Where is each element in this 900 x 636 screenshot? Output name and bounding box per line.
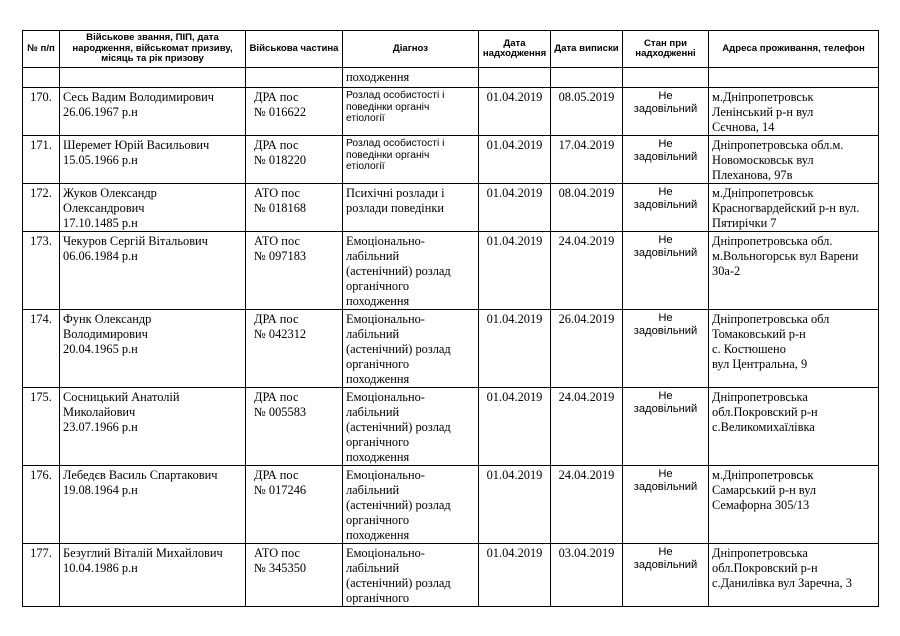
- name-line: 17.10.1485 р.н: [63, 216, 138, 230]
- name-line: Лебедєв Василь Спартакович: [63, 468, 218, 482]
- cell-address: [709, 544, 879, 607]
- name-line: Шеремет Юрій Васильович: [63, 138, 210, 152]
- name-line: Чекуров Сергій Вітальович: [63, 234, 208, 248]
- state-line: задовільний: [633, 247, 698, 259]
- cell-date-in: 01.04.2019: [479, 310, 551, 388]
- address-line: м.Дніпропетровськ: [712, 186, 814, 200]
- cell-diagnosis: [343, 388, 479, 466]
- diagnosis-line: Емоціонально-: [346, 468, 425, 482]
- address-line: м.Дніпропетровськ: [712, 90, 814, 104]
- table-row: [23, 310, 879, 388]
- cell-date-out: 03.04.2019: [551, 544, 623, 607]
- cell-empty: [709, 68, 879, 88]
- unit-line: ДРА пос: [254, 390, 299, 404]
- diagnosis-line: органічного: [346, 591, 410, 605]
- address-line: Дніпропетровська обл.: [712, 234, 833, 248]
- cell-date-in: 01.04.2019: [479, 184, 551, 232]
- address-line: м.Дніпропетровськ: [712, 468, 814, 482]
- cell-state: [623, 310, 709, 388]
- diagnosis-line: (астенічний) розлад: [346, 420, 451, 434]
- cell-row-number: 177.: [23, 544, 60, 607]
- cell-row-number: 176.: [23, 466, 60, 544]
- address-line: Ленінський р-н вул: [712, 105, 814, 119]
- cell-diagnosis: [343, 544, 479, 607]
- cell-military-unit: [246, 310, 343, 388]
- name-line: Функ Олександр: [63, 312, 152, 326]
- cell-diagnosis: [343, 136, 479, 184]
- name-line: 23.07.1966 р.н: [63, 420, 138, 434]
- cell-diagnosis: [343, 232, 479, 310]
- name-line: 19.08.1964 р.н: [63, 483, 138, 497]
- diagnosis-line: лабільний: [346, 483, 400, 497]
- header-date-in: Дата надходження: [479, 31, 551, 68]
- diagnosis-line: (астенічний) розлад: [346, 498, 451, 512]
- state-line: Не: [658, 546, 673, 558]
- cell-name: [60, 136, 246, 184]
- state-line: Не: [658, 312, 673, 324]
- diagnosis-line: лабільний: [346, 405, 400, 419]
- cell-military-unit: [246, 466, 343, 544]
- diagnosis-line: Емоціонально-: [346, 234, 425, 248]
- unit-line: АТО пос: [254, 234, 300, 248]
- cell-date-out: 26.04.2019: [551, 310, 623, 388]
- diagnosis-line: Емоціонально-: [346, 390, 425, 404]
- address-line: с.Великомихаїлівка: [712, 420, 815, 434]
- unit-line: ДРА пос: [254, 312, 299, 326]
- cell-military-unit: [246, 136, 343, 184]
- address-line: Дніпропетровська обл: [712, 312, 830, 326]
- table-row: [23, 136, 879, 184]
- diagnosis-line: органічного: [346, 357, 410, 371]
- address-line: 30а-2: [712, 264, 741, 278]
- cell-diagnosis: [343, 466, 479, 544]
- header-date-out: Дата виписки: [551, 31, 623, 68]
- address-line: Томаковський р-н: [712, 327, 806, 341]
- table-row: [23, 466, 879, 544]
- unit-line: АТО пос: [254, 546, 300, 560]
- address-line: Новомосковськ вул: [712, 153, 814, 167]
- diagnosis-line: Психічні розлади і: [346, 186, 445, 200]
- state-line: Не: [658, 468, 673, 480]
- continuation-row: [23, 68, 879, 88]
- state-line: Не: [658, 234, 673, 246]
- unit-line: № 016622: [254, 105, 307, 119]
- diagnosis-line: лабільний: [346, 249, 400, 263]
- name-line: Жуков Олександр: [63, 186, 157, 200]
- unit-line: № 097183: [254, 249, 307, 263]
- diagnosis-line: Розлад особистості і: [346, 90, 445, 101]
- address-line: обл.Покровский р-н: [712, 405, 818, 419]
- cell-date-out: 24.04.2019: [551, 388, 623, 466]
- unit-line: № 018168: [254, 201, 307, 215]
- address-line: Дніпропетровська: [712, 546, 808, 560]
- cell-name: [60, 544, 246, 607]
- address-line: Дніпропетровська обл.м.: [712, 138, 844, 152]
- cell-diagnosis-continuation: походження: [343, 68, 479, 88]
- cell-state: [623, 466, 709, 544]
- cell-row-number: 170.: [23, 88, 60, 136]
- diagnosis-line: розлади поведінки: [346, 201, 444, 215]
- diagnosis-line: походження: [346, 294, 410, 308]
- address-line: Самарський р-н вул: [712, 483, 817, 497]
- unit-line: № 005583: [254, 405, 307, 419]
- cell-name: [60, 184, 246, 232]
- header-num: № п/п: [23, 31, 60, 68]
- cell-address: [709, 466, 879, 544]
- state-line: Не: [658, 90, 673, 102]
- unit-line: № 018220: [254, 153, 307, 167]
- cell-empty: [60, 68, 246, 88]
- cell-date-in: 01.04.2019: [479, 232, 551, 310]
- diagnosis-line: органічного: [346, 279, 410, 293]
- header-address: Адреса проживання, телефон: [709, 31, 879, 68]
- cell-address: [709, 184, 879, 232]
- unit-line: № 017246: [254, 483, 307, 497]
- diagnosis-line: поведінки органіч: [346, 101, 430, 113]
- cell-address: [709, 388, 879, 466]
- address-line: Семафорна 305/13: [712, 498, 810, 512]
- unit-line: ДРА пос: [254, 138, 299, 152]
- name-line: Безуглий Віталій Михайлович: [63, 546, 223, 560]
- cell-empty: [623, 68, 709, 88]
- diagnosis-line: походження: [346, 372, 410, 386]
- name-line: Сосницький Анатолій: [63, 390, 180, 404]
- unit-line: ДРА пос: [254, 468, 299, 482]
- address-line: вул Центральна, 9: [712, 357, 808, 371]
- address-line: Пятирічки 7: [712, 216, 777, 230]
- diagnosis-line: етіології: [346, 113, 385, 124]
- cell-name: [60, 88, 246, 136]
- cell-date-out: 08.04.2019: [551, 184, 623, 232]
- cell-state: [623, 232, 709, 310]
- header-diagnosis: Діагноз: [343, 31, 479, 68]
- cell-address: [709, 88, 879, 136]
- cell-empty: [551, 68, 623, 88]
- cell-date-out: 24.04.2019: [551, 232, 623, 310]
- address-line: с. Костюшено: [712, 342, 786, 356]
- cell-empty: [23, 68, 60, 88]
- address-line: с.Данилівка вул Заречна, 3: [712, 576, 852, 590]
- header-name: Військове звання, ПІП, дата народження, військомат призиву, місяць та рік призову: [60, 31, 246, 68]
- address-line: Сєчнова, 14: [712, 120, 775, 134]
- state-line: задовільний: [633, 151, 698, 163]
- diagnosis-line: Розлад особистості і: [346, 138, 445, 149]
- diagnosis-line: лабільний: [346, 327, 400, 341]
- table-body: [23, 68, 879, 607]
- name-line: 26.06.1967 р.н: [63, 105, 138, 119]
- unit-line: № 345350: [254, 561, 307, 575]
- diagnosis-line: (астенічний) розлад: [346, 576, 451, 590]
- state-line: задовільний: [633, 103, 698, 115]
- cell-name: [60, 310, 246, 388]
- cell-state: [623, 136, 709, 184]
- cell-empty: [246, 68, 343, 88]
- cell-name: [60, 232, 246, 310]
- state-line: задовільний: [633, 403, 698, 415]
- diagnosis-line: (астенічний) розлад: [346, 264, 451, 278]
- header-unit: Військова частина: [246, 31, 343, 68]
- cell-row-number: 175.: [23, 388, 60, 466]
- name-line: 20.04.1965 р.н: [63, 342, 138, 356]
- cell-military-unit: [246, 544, 343, 607]
- address-line: Плеханова, 97в: [712, 168, 793, 182]
- diagnosis-line: лабільний: [346, 561, 400, 575]
- cell-state: [623, 388, 709, 466]
- cell-state: [623, 184, 709, 232]
- header-state: Стан при надходженні: [623, 31, 709, 68]
- cell-diagnosis: [343, 184, 479, 232]
- table-row: [23, 184, 879, 232]
- patients-table: [22, 30, 879, 607]
- cell-date-in: 01.04.2019: [479, 136, 551, 184]
- cell-state: [623, 88, 709, 136]
- unit-line: АТО пос: [254, 186, 300, 200]
- cell-military-unit: [246, 88, 343, 136]
- cell-date-out: 24.04.2019: [551, 466, 623, 544]
- address-line: Красногвардейский р-н вул.: [712, 201, 860, 215]
- cell-date-out: 08.05.2019: [551, 88, 623, 136]
- cell-address: [709, 310, 879, 388]
- state-line: Не: [658, 186, 673, 198]
- table-row: [23, 544, 879, 607]
- cell-empty: [479, 68, 551, 88]
- cell-diagnosis: [343, 310, 479, 388]
- cell-military-unit: [246, 184, 343, 232]
- table-row: [23, 388, 879, 466]
- cell-date-in: 01.04.2019: [479, 544, 551, 607]
- cell-row-number: 173.: [23, 232, 60, 310]
- unit-line: № 042312: [254, 327, 307, 341]
- diagnosis-line: (астенічний) розлад: [346, 342, 451, 356]
- state-line: задовільний: [633, 325, 698, 337]
- diagnosis-line: органічного: [346, 435, 410, 449]
- diagnosis-line: Емоціонально-: [346, 312, 425, 326]
- state-line: задовільний: [633, 199, 698, 211]
- address-line: обл.Покровский р-н: [712, 561, 818, 575]
- cell-date-in: 01.04.2019: [479, 466, 551, 544]
- cell-date-in: 01.04.2019: [479, 388, 551, 466]
- table-row: [23, 88, 879, 136]
- cell-diagnosis: [343, 88, 479, 136]
- name-line: 10.04.1986 р.н: [63, 561, 138, 575]
- cell-military-unit: [246, 232, 343, 310]
- state-line: Не: [658, 138, 673, 150]
- diagnosis-line: поведінки органіч: [346, 149, 430, 161]
- cell-military-unit: [246, 388, 343, 466]
- cell-address: [709, 136, 879, 184]
- diagnosis-line: Емоціонально-: [346, 546, 425, 560]
- address-line: Дніпропетровська: [712, 390, 808, 404]
- diagnosis-line: органічного: [346, 513, 410, 527]
- name-line: Сесь Вадим Володимирович: [63, 90, 214, 104]
- cell-state: [623, 544, 709, 607]
- name-line: 06.06.1984 р.н: [63, 249, 138, 263]
- state-line: задовільний: [633, 481, 698, 493]
- cell-address: [709, 232, 879, 310]
- address-line: м.Вольногорськ вул Варени: [712, 249, 859, 263]
- state-line: задовільний: [633, 559, 698, 571]
- state-line: Не: [658, 390, 673, 402]
- cell-row-number: 171.: [23, 136, 60, 184]
- cell-row-number: 172.: [23, 184, 60, 232]
- diagnosis-line: походження: [346, 528, 410, 542]
- cell-date-out: 17.04.2019: [551, 136, 623, 184]
- unit-line: ДРА пос: [254, 90, 299, 104]
- name-line: 15.05.1966 р.н: [63, 153, 138, 167]
- name-line: Миколайович: [63, 405, 136, 419]
- cell-name: [60, 466, 246, 544]
- cell-row-number: 174.: [23, 310, 60, 388]
- table-header-row: [23, 31, 879, 68]
- diagnosis-line: етіології: [346, 161, 385, 172]
- table-row: [23, 232, 879, 310]
- name-line: Володимирович: [63, 327, 148, 341]
- cell-date-in: 01.04.2019: [479, 88, 551, 136]
- diagnosis-line: походження: [346, 450, 410, 464]
- cell-name: [60, 388, 246, 466]
- name-line: Олександрович: [63, 201, 145, 215]
